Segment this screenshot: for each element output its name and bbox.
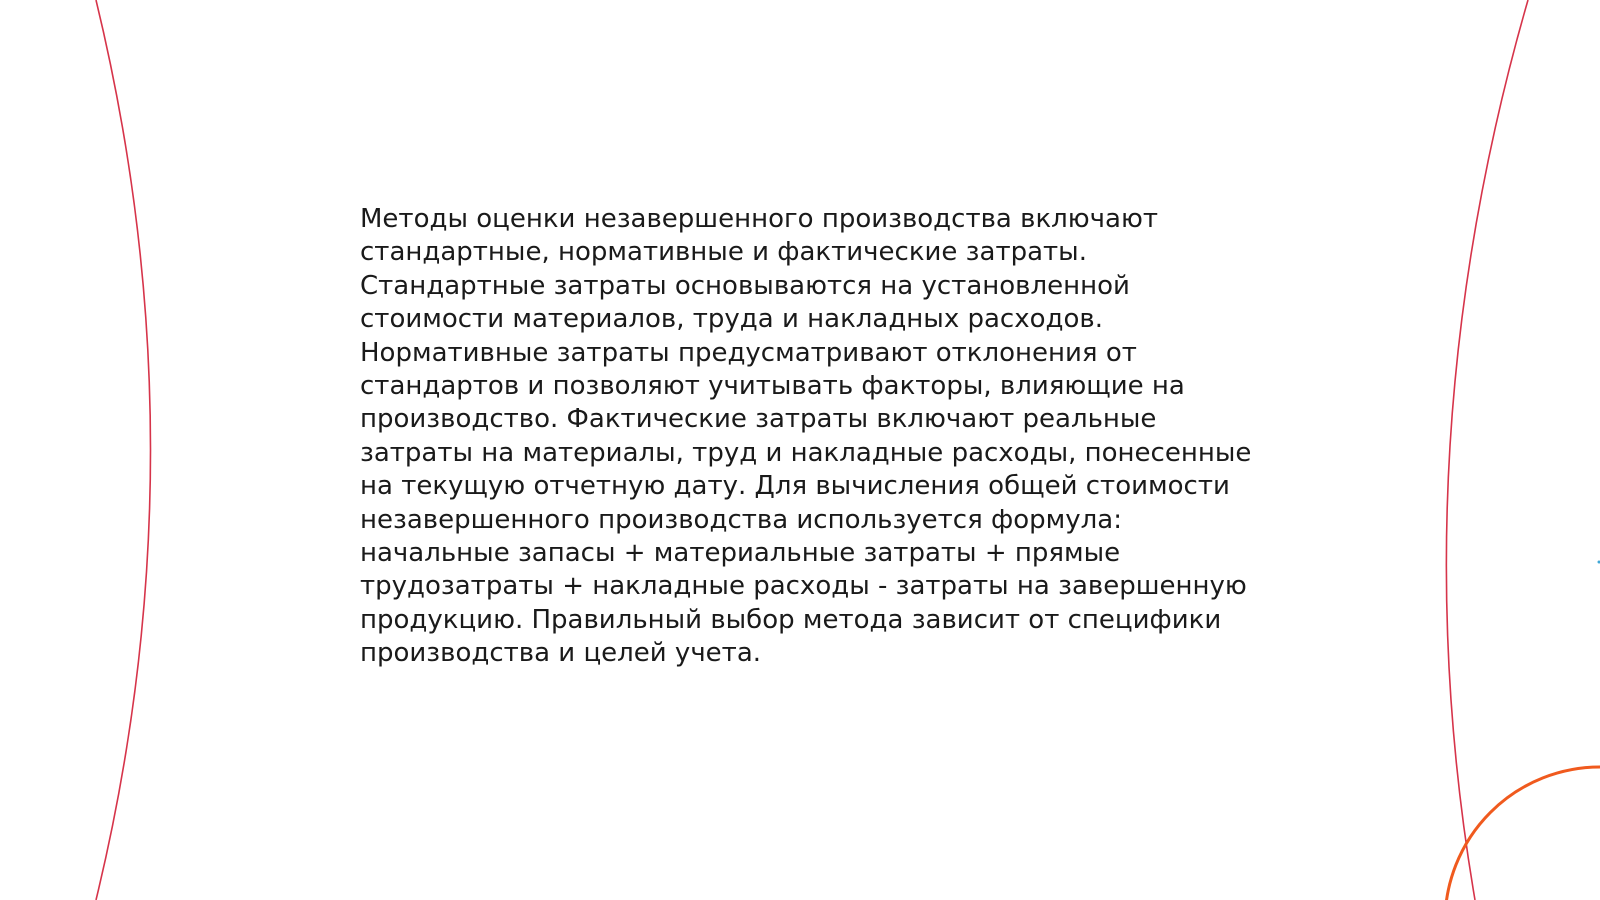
paragraph-line: продукцию. Правильный выбор метода зависит от специфики — [360, 604, 1222, 635]
left-curve-decoration — [96, 0, 151, 900]
paragraph-line: стандартов и позволяют учитывать факторы, влияющие на — [360, 371, 1185, 402]
paragraph-line: незавершенного производства используется формула: — [360, 504, 1122, 535]
paragraph-line: Нормативные затраты предусматривают отклонения от — [360, 337, 1137, 368]
paragraph-line: затраты на материалы, труд и накладные расходы, понесенные — [360, 437, 1252, 468]
paragraph-line: Стандартные затраты основываются на установленной — [360, 270, 1130, 301]
paragraph-line: начальные запасы + материальные затраты + прямые — [360, 538, 1121, 569]
paragraph-line: трудозатраты + накладные расходы - затраты на завершенную — [360, 571, 1247, 602]
paragraph-line: Методы оценки незавершенного производства включают — [360, 204, 1158, 234]
body-paragraph — [360, 203, 1260, 671]
paragraph-line: стоимости материалов, труда и накладных расходов. — [360, 304, 1103, 335]
paragraph-line: на текущую отчетную дату. Для вычисления общей стоимости — [360, 471, 1230, 502]
paragraph-line: производство. Фактические затраты включают реальные — [360, 404, 1157, 435]
corner-arc-decoration — [1445, 767, 1600, 900]
paragraph-line: стандартные, нормативные и фактические затраты. — [360, 237, 1087, 268]
right-curve-decoration — [1446, 0, 1528, 900]
paragraph-line: производства и целей учета. — [360, 638, 762, 669]
